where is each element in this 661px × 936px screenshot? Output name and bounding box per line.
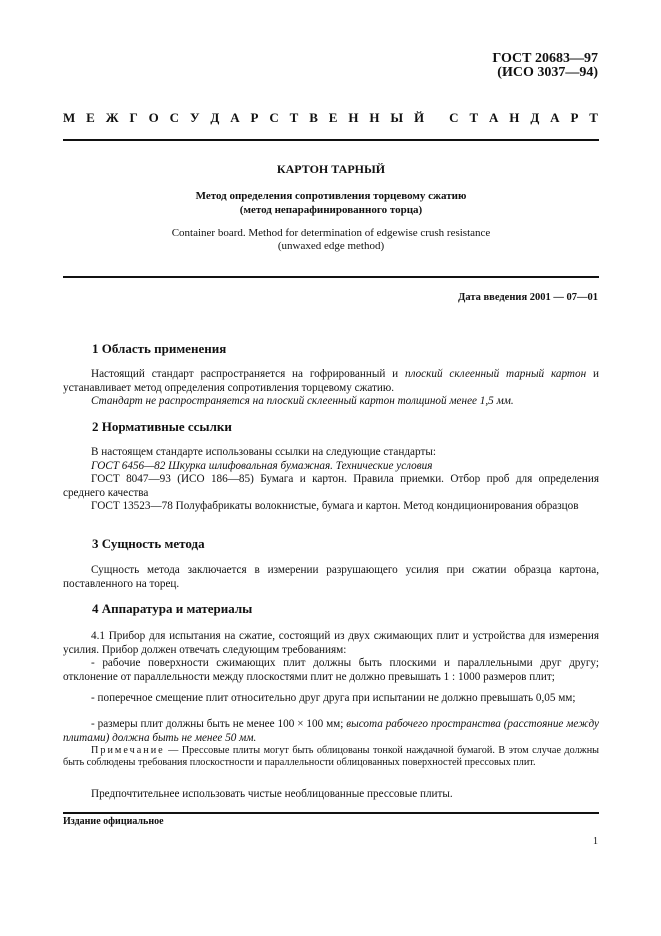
banner-letter: Р bbox=[250, 110, 259, 125]
iso-number: (ИСО 3037—94) bbox=[497, 65, 598, 80]
section-3-paragraph: Сущность метода заключается в измерении разрушающего усилия при сжатии образца картона, поставленного на торец. bbox=[63, 564, 599, 590]
banner-letter: Т bbox=[589, 110, 598, 125]
banner-letter: О bbox=[148, 110, 159, 125]
banner-letter: Е bbox=[328, 110, 338, 125]
banner-letter bbox=[435, 110, 438, 126]
banner-letter: У bbox=[189, 110, 200, 125]
s1-p1-text-c: и устанавливает метод определения сопротивления торцевому сжатию. bbox=[63, 368, 599, 394]
section-1-paragraph-2: Стандарт не распространяется на плоский склеенный картон толщиной менее 1,5 мм. bbox=[91, 395, 514, 407]
reference-gost-8047: ГОСТ 8047—93 (ИСО 186—85) Бумага и картон. Правила приемки. Отбор проб для определения среднего качества bbox=[63, 473, 599, 499]
subtitle-line-1: Метод определения сопротивления торцевому сжатию bbox=[195, 190, 467, 202]
requirement-2: - поперечное смещение плит относительно друг друга при испытании не должно превышать 0,05 мм; bbox=[91, 692, 576, 704]
title-rule bbox=[63, 276, 599, 278]
top-rule bbox=[63, 139, 599, 141]
reference-gost-6456: ГОСТ 6456—82 Шкурка шлифовальная бумажная. Технические условия bbox=[91, 460, 433, 472]
banner-letter: С bbox=[449, 110, 459, 125]
note bbox=[63, 745, 599, 769]
effective-date: Дата введения 2001 — 07—01 bbox=[458, 292, 598, 303]
banner-letter: Г bbox=[129, 110, 138, 125]
banner-letter: Ы bbox=[390, 110, 404, 125]
section-4-heading: 4 Аппаратура и материалы bbox=[92, 601, 253, 616]
banner-letter: Т bbox=[289, 110, 299, 125]
banner-letter: А bbox=[230, 110, 240, 125]
banner-letter: Р bbox=[570, 110, 579, 125]
page-number: 1 bbox=[593, 836, 598, 847]
banner-letter: В bbox=[309, 110, 318, 125]
s1-p1-text-b: плоский склеенный тарный картон bbox=[404, 368, 587, 380]
subtitle-line-2: (метод непарафинированного торца) bbox=[239, 204, 423, 216]
reference-gost-13523: ГОСТ 13523—78 Полуфабрикаты волокнистые, бумага и картон. Метод кондиционирования образцов bbox=[91, 500, 579, 512]
document-subtitle bbox=[63, 189, 599, 217]
banner-letter: Т bbox=[469, 110, 479, 125]
section-2-intro: В настоящем стандарте использованы ссылки на следующие стандарты: bbox=[91, 446, 436, 458]
section-1-heading: 1 Область применения bbox=[92, 341, 227, 356]
english-title-line-1: Container board. Method for determination of edgewise crush resistance bbox=[171, 227, 491, 239]
english-title-line-2: (unwaxed edge method) bbox=[277, 240, 385, 252]
requirement-3 bbox=[63, 718, 599, 745]
footer-rule bbox=[63, 812, 599, 814]
banner-letter: Д bbox=[530, 110, 540, 125]
s1-p1-text-a: Настоящий стандарт распространяется на гофрированный и bbox=[91, 368, 405, 380]
clause-4-final: Предпочтительнее использовать чистые необлицованные прессовые плиты. bbox=[91, 788, 453, 800]
section-2-heading: 2 Нормативные ссылки bbox=[92, 419, 232, 434]
banner-letter: Н bbox=[369, 110, 380, 125]
requirement-3-text-b: высота рабочего пространства (расстояние между плитами) должна быть не менее 50 мм. bbox=[63, 718, 599, 744]
banner-letter: Й bbox=[414, 110, 425, 125]
requirement-1: - рабочие поверхности сжимающих плит должны быть плоскими и параллельными друг другу; отклонение от параллельности между плоскостями плит не должно превышать 1 : 1000 размеров плит; bbox=[63, 657, 599, 683]
official-edition-label: Издание официальное bbox=[63, 816, 164, 827]
document-title: КАРТОН ТАРНЫЙ bbox=[276, 162, 386, 176]
clause-4-1: 4.1 Прибор для испытания на сжатие, состоящий из двух сжимающих плит и устройства для измерения усилия. Прибор должен отвечать следующим требованиям: bbox=[63, 630, 599, 656]
banner-letter: А bbox=[489, 110, 499, 125]
banner-letter: Д bbox=[210, 110, 220, 125]
requirement-3-text-a: - размеры плит должны быть не менее 100 × 100 мм; bbox=[91, 718, 347, 730]
gost-number: ГОСТ 20683—97 bbox=[492, 51, 598, 66]
banner-letter: А bbox=[550, 110, 560, 125]
banner-letter: Н bbox=[509, 110, 520, 125]
banner-letter: Н bbox=[348, 110, 359, 125]
standard-number bbox=[492, 52, 598, 80]
section-1-paragraph-1 bbox=[63, 368, 599, 395]
section-3-heading: 3 Сущность метода bbox=[92, 536, 205, 551]
english-title bbox=[63, 227, 599, 253]
interstate-standard-banner bbox=[63, 110, 598, 126]
banner-letter: М bbox=[63, 110, 76, 125]
banner-letter: С bbox=[169, 110, 180, 125]
note-label: Примечание bbox=[91, 745, 165, 756]
banner-letter: Е bbox=[86, 110, 95, 125]
note-text: — Прессовые плиты могут быть облицованы тонкой наждачной бумагой. В этом случае должны быть соблюдены требования плоскостности и параллельности облицованных поверхностей прессовых плит. bbox=[63, 745, 599, 768]
banner-letter: Ж bbox=[105, 110, 119, 125]
banner-letter: С bbox=[269, 110, 279, 125]
